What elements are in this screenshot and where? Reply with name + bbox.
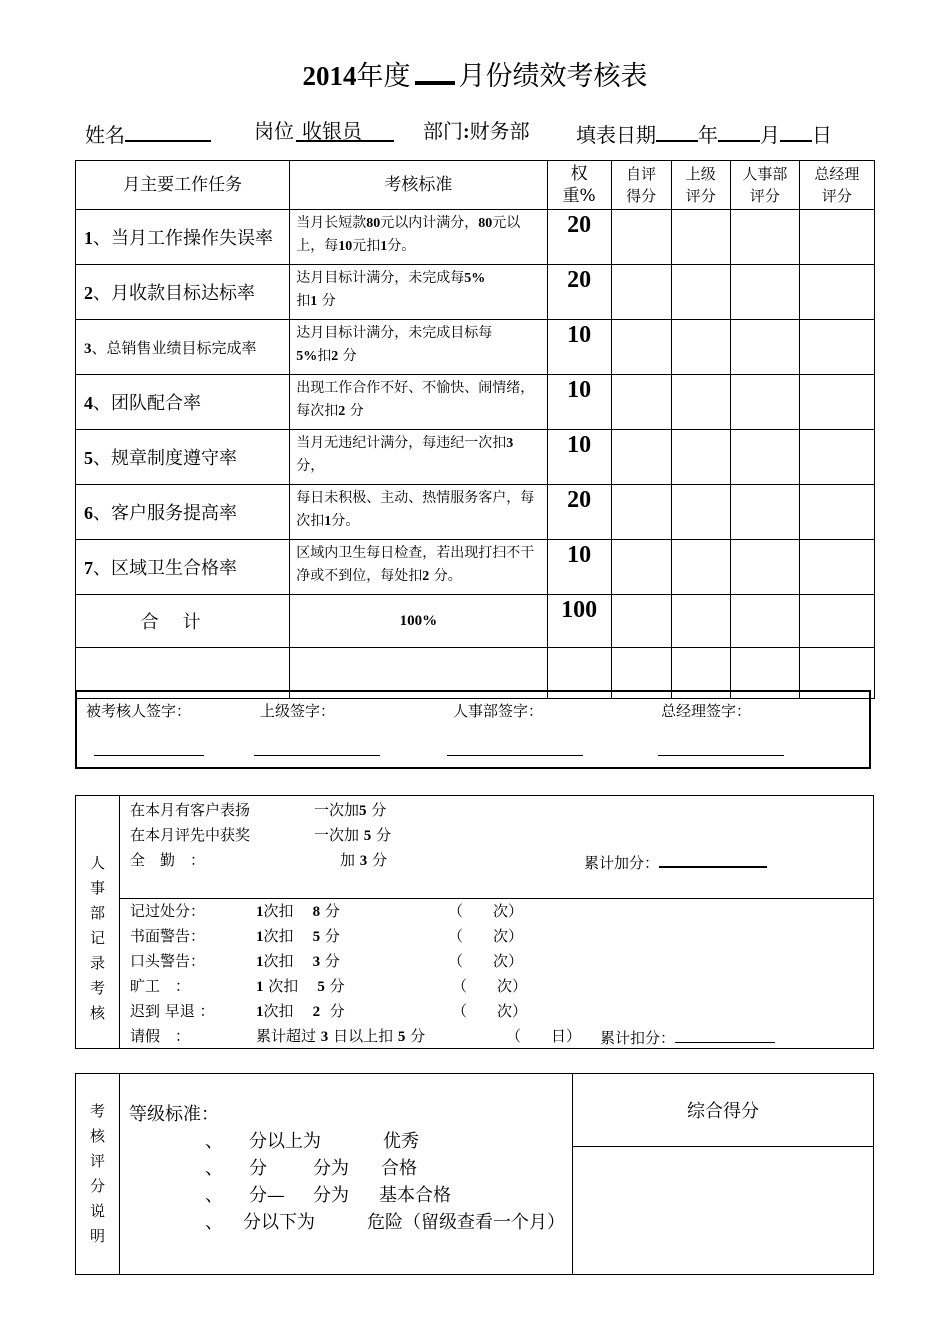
standard-cell: 当月长短款80元以内计满分，80元以上，每10元扣1分。 — [290, 210, 547, 265]
employee-signature-line[interactable] — [94, 755, 204, 756]
grade-line-text: 分— — [249, 1185, 285, 1206]
department-value: 财务部 — [469, 119, 530, 143]
table-row — [76, 540, 875, 595]
self-score-input[interactable] — [611, 430, 671, 485]
overall-score-input[interactable] — [573, 1147, 873, 1274]
penalty-total-blank[interactable] — [675, 1024, 775, 1043]
gm-score-input[interactable] — [799, 430, 874, 485]
date-label: 填表日期 — [576, 123, 656, 147]
penalty-item: 口头警告： — [130, 952, 206, 970]
hr-record-side-label: 人 事 部 记 录 考 核 — [76, 796, 120, 1048]
total-percent: 100% — [290, 595, 547, 648]
header-self-score: 自评 得分 — [611, 161, 671, 210]
task-cell: 4、团队配合率 — [76, 375, 290, 430]
gm-score-total[interactable] — [799, 595, 874, 648]
date-year-blank[interactable] — [656, 116, 698, 142]
superior-score-input[interactable] — [671, 375, 730, 430]
grade-line-text: 分为 — [313, 1185, 349, 1206]
grading-section — [75, 1073, 874, 1275]
name-label: 姓名 — [85, 123, 125, 147]
position-value: 收银员 — [296, 116, 394, 142]
leave-days[interactable]: （ 日） — [506, 1027, 582, 1045]
header-gm-score: 总经理 评分 — [799, 161, 874, 210]
grade-name: 基本合格 — [379, 1185, 451, 1206]
table-row — [76, 265, 875, 320]
grade-line-text: 分以下为 — [243, 1212, 315, 1233]
name-field — [85, 116, 211, 150]
assessment-table — [75, 160, 875, 699]
penalty-item: 迟到 早退 ： — [130, 1002, 215, 1020]
bonus-item: 在本月有客户表扬 — [130, 801, 251, 819]
grade-line-text: 分以上为 — [249, 1131, 321, 1152]
hr-signature-line[interactable] — [447, 755, 583, 756]
weight-cell: 10 — [547, 375, 611, 430]
position-label: 岗位 — [254, 119, 294, 143]
gm-score-input[interactable] — [799, 540, 874, 595]
date-month-char: 月 — [760, 123, 780, 147]
bonus-total-blank[interactable] — [659, 848, 767, 868]
grade-name: 合格 — [381, 1158, 417, 1179]
self-score-input[interactable] — [611, 265, 671, 320]
month-blank-line[interactable] — [415, 59, 455, 85]
standard-cell: 达月目标计满分，未完成每5% 扣1 分 — [290, 265, 547, 320]
total-label: 合计 — [76, 595, 290, 648]
superior-signature-line[interactable] — [254, 755, 380, 756]
table-header-row — [76, 161, 875, 210]
title-year-suffix: 年度 — [356, 61, 411, 92]
table-row — [76, 210, 875, 265]
hr-score-input[interactable] — [730, 430, 799, 485]
grading-standard-panel — [119, 1074, 573, 1274]
self-score-input[interactable] — [611, 540, 671, 595]
superior-score-total[interactable] — [671, 595, 730, 648]
gm-score-input[interactable] — [799, 265, 874, 320]
self-score-input[interactable] — [611, 210, 671, 265]
grade-name: 优秀 — [383, 1131, 419, 1152]
page-title — [0, 58, 950, 95]
title-year: 2014 — [302, 61, 357, 91]
penalty-rule: 1次扣 5 分 — [256, 927, 340, 945]
self-score-input[interactable] — [611, 320, 671, 375]
penalty-times[interactable]: （ 次） — [448, 927, 524, 945]
header-task: 月主要工作任务 — [76, 161, 290, 210]
table-row — [76, 375, 875, 430]
grade-line: 、 — [205, 1185, 223, 1206]
overall-score-label: 综合得分 — [687, 1101, 759, 1122]
leave-item: 请假 ： — [130, 1027, 191, 1045]
department-label: 部门 — [423, 119, 463, 143]
self-score-input[interactable] — [611, 485, 671, 540]
task-cell: 6、客户服务提高率 — [76, 485, 290, 540]
title-main: 月份绩效考核表 — [458, 61, 648, 92]
hr-score-total[interactable] — [730, 595, 799, 648]
table-row — [76, 485, 875, 540]
bonus-item: 全 勤 ： — [130, 851, 206, 869]
task-cell: 7、区域卫生合格率 — [76, 540, 290, 595]
superior-signature-label: 上级签字： — [260, 702, 336, 720]
header-hr-score: 人事部 评分 — [730, 161, 799, 210]
hr-score-input[interactable] — [730, 210, 799, 265]
name-blank[interactable] — [125, 116, 211, 142]
grade-line: 、 — [205, 1212, 223, 1233]
superior-score-input[interactable] — [671, 320, 730, 375]
penalty-rule: 1次扣 2 分 — [256, 1002, 345, 1020]
weight-cell: 20 — [547, 485, 611, 540]
grade-line-text: 分为 — [313, 1158, 349, 1179]
table-row — [76, 430, 875, 485]
hr-signature-label: 人事部签字： — [453, 702, 544, 720]
grading-side-label: 考 核 评 分 说 明 — [76, 1074, 120, 1274]
bonus-points: 一次加 5 分 — [314, 826, 392, 844]
total-weight: 100 — [547, 595, 611, 648]
signature-box — [75, 690, 871, 769]
hr-score-input[interactable] — [730, 265, 799, 320]
standard-cell: 区域内卫生每日检查，若出现打扫不干净或不到位，每处扣2 分。 — [290, 540, 547, 595]
header-superior-score: 上级 评分 — [671, 161, 730, 210]
weight-cell: 20 — [547, 265, 611, 320]
bonus-points: 一次加5 分 — [314, 801, 387, 819]
hr-score-input[interactable] — [730, 375, 799, 430]
grade-line: 、 — [205, 1158, 223, 1179]
penalty-times[interactable]: （ 次） — [452, 977, 528, 995]
self-score-input[interactable] — [611, 375, 671, 430]
date-year-char: 年 — [698, 123, 718, 147]
penalty-rule: 1 次扣 5 分 — [256, 977, 345, 995]
standard-cell: 达月目标计满分，未完成目标每 5%扣2 分 — [290, 320, 547, 375]
superior-score-input[interactable] — [671, 540, 730, 595]
header-weight: 权 重% — [547, 161, 611, 210]
employee-signature-label: 被考核人签字： — [86, 702, 192, 720]
department-field: 部门:财务部 — [423, 119, 530, 143]
grade-name: 危险（留级查看一个月） — [367, 1212, 565, 1233]
penalty-rule: 1次扣 3 分 — [256, 952, 340, 970]
weight-cell: 10 — [547, 430, 611, 485]
penalty-times[interactable]: （ 次） — [452, 1002, 528, 1020]
header-standard: 考核标准 — [290, 161, 547, 210]
hr-score-input[interactable] — [730, 485, 799, 540]
weight-cell: 20 — [547, 210, 611, 265]
standard-cell: 当月无违纪计满分，每违纪一次扣3 分， — [290, 430, 547, 485]
bonus-total: 累计加分： — [584, 848, 767, 876]
grading-heading: 等级标准： — [129, 1104, 219, 1125]
bonus-item: 在本月评先中获奖 — [130, 826, 251, 844]
penalty-item: 旷工 ： — [130, 977, 191, 995]
penalty-item: 书面警告： — [130, 927, 206, 945]
standard-cell: 出现工作合作不好、不愉快、闹情绪，每次扣2 分 — [290, 375, 547, 430]
penalty-rule: 1次扣 8 分 — [256, 902, 340, 920]
task-cell: 2、月收款目标达标率 — [76, 265, 290, 320]
gm-score-input[interactable] — [799, 375, 874, 430]
standard-cell: 每日未积极、主动、热情服务客户，每次扣1分。 — [290, 485, 547, 540]
penalty-times[interactable]: （ 次） — [448, 902, 524, 920]
penalty-item: 记过处分： — [130, 902, 206, 920]
task-cell: 1、当月工作操作失误率 — [76, 210, 290, 265]
hr-score-input[interactable] — [730, 540, 799, 595]
superior-score-input[interactable] — [671, 210, 730, 265]
hr-score-input[interactable] — [730, 320, 799, 375]
superior-score-input[interactable] — [671, 485, 730, 540]
gm-signature-label: 总经理签字： — [661, 702, 752, 720]
superior-score-input[interactable] — [671, 265, 730, 320]
date-day-blank[interactable] — [780, 116, 812, 142]
total-row — [76, 595, 875, 648]
date-day-char: 日 — [812, 123, 832, 147]
gm-signature-line[interactable] — [658, 755, 784, 756]
position-field — [254, 116, 394, 146]
grade-line-text: 分 — [249, 1158, 267, 1179]
weight-cell: 10 — [547, 540, 611, 595]
hr-record-section — [75, 795, 874, 1049]
superior-score-input[interactable] — [671, 430, 730, 485]
weight-cell: 10 — [547, 320, 611, 375]
grade-line: 、 — [205, 1131, 223, 1152]
self-score-total[interactable] — [611, 595, 671, 648]
table-row — [76, 320, 875, 375]
gm-score-input[interactable] — [799, 320, 874, 375]
penalty-times[interactable]: （ 次） — [448, 952, 524, 970]
gm-score-input[interactable] — [799, 210, 874, 265]
task-cell: 3、总销售业绩目标完成率 — [76, 320, 290, 375]
gm-score-input[interactable] — [799, 485, 874, 540]
penalty-total: 累计扣分： — [600, 1024, 775, 1051]
bonus-points: 加 3 分 — [340, 851, 388, 869]
date-field — [576, 116, 832, 150]
date-month-blank[interactable] — [718, 116, 760, 142]
leave-rule: 累计超过 3 日以上扣 5 分 — [256, 1027, 426, 1045]
task-cell: 5、规章制度遵守率 — [76, 430, 290, 485]
